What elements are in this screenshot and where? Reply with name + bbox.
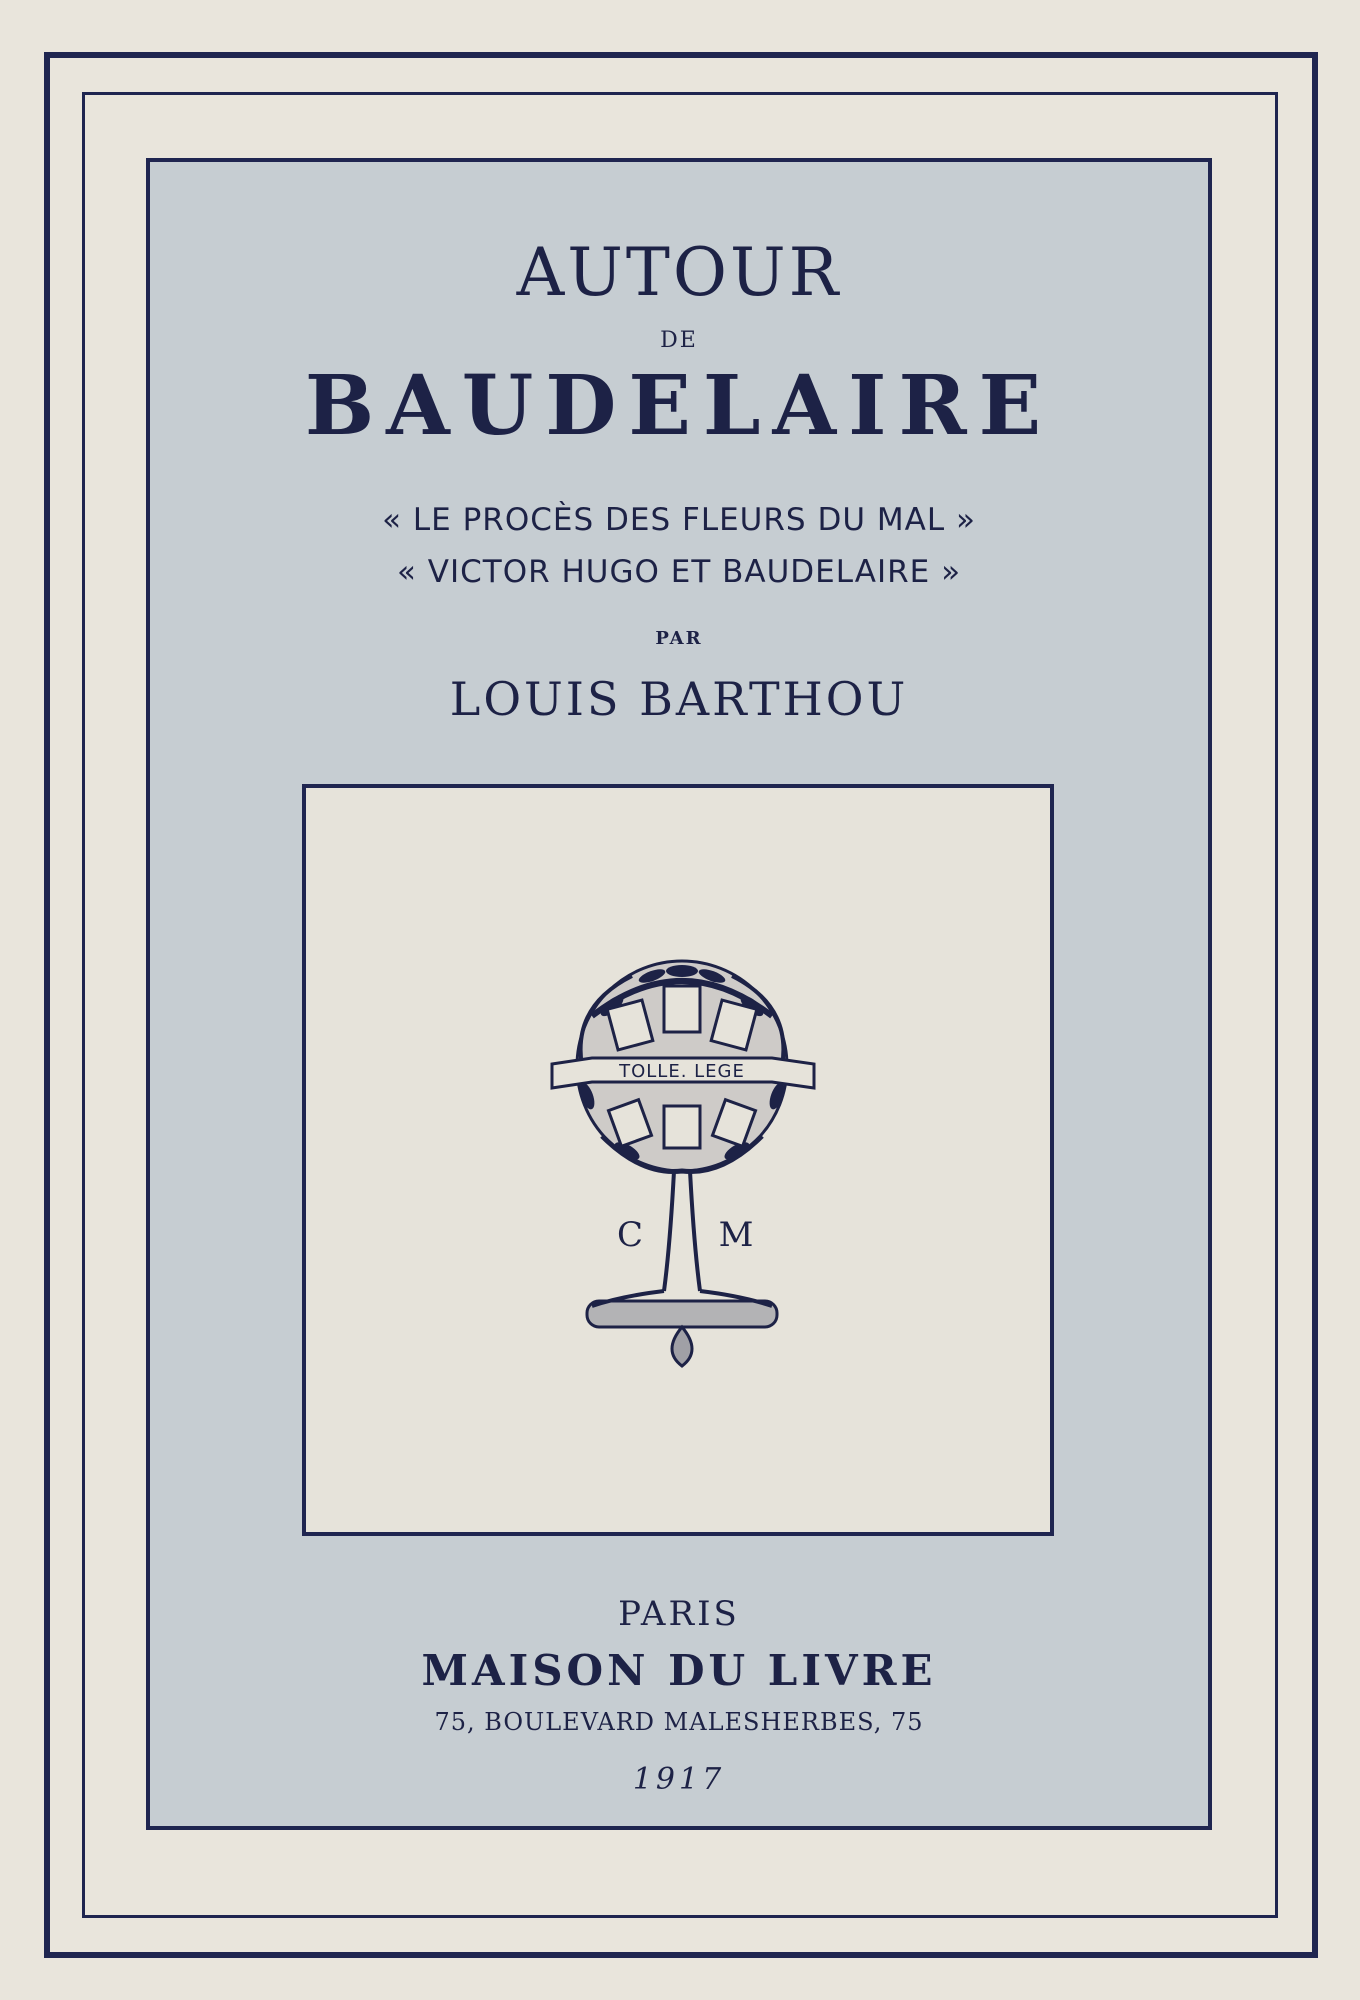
imprint-year: 1917 [632, 1762, 726, 1797]
author-name: LOUIS BARTHOU [449, 672, 909, 726]
title-line-autour: AUTOUR [516, 234, 842, 311]
title-page-panel [146, 158, 1212, 1830]
vignette-initial-left: C [616, 1215, 644, 1255]
title-line-baudelaire: BAUDELAIRE [304, 358, 1054, 454]
by-label: PAR [655, 628, 703, 649]
subtitle-line-1: « LE PROCÈS DES FLEURS DU MAL » [382, 502, 976, 538]
vignette-ribbon-text: TOLLE. LEGE [619, 1061, 745, 1082]
vignette-initial-right: M [718, 1215, 754, 1255]
printer-mark-tree-icon [532, 946, 832, 1376]
title-line-de: DE [660, 328, 698, 353]
imprint-address: 75, BOULEVARD MALESHERBES, 75 [434, 1708, 924, 1736]
subtitle-line-2: « VICTOR HUGO ET BAUDELAIRE » [396, 554, 962, 590]
vignette-frame [302, 784, 1054, 1536]
imprint-publisher: MAISON DU LIVRE [421, 1646, 937, 1695]
imprint-city: PARIS [618, 1594, 740, 1634]
